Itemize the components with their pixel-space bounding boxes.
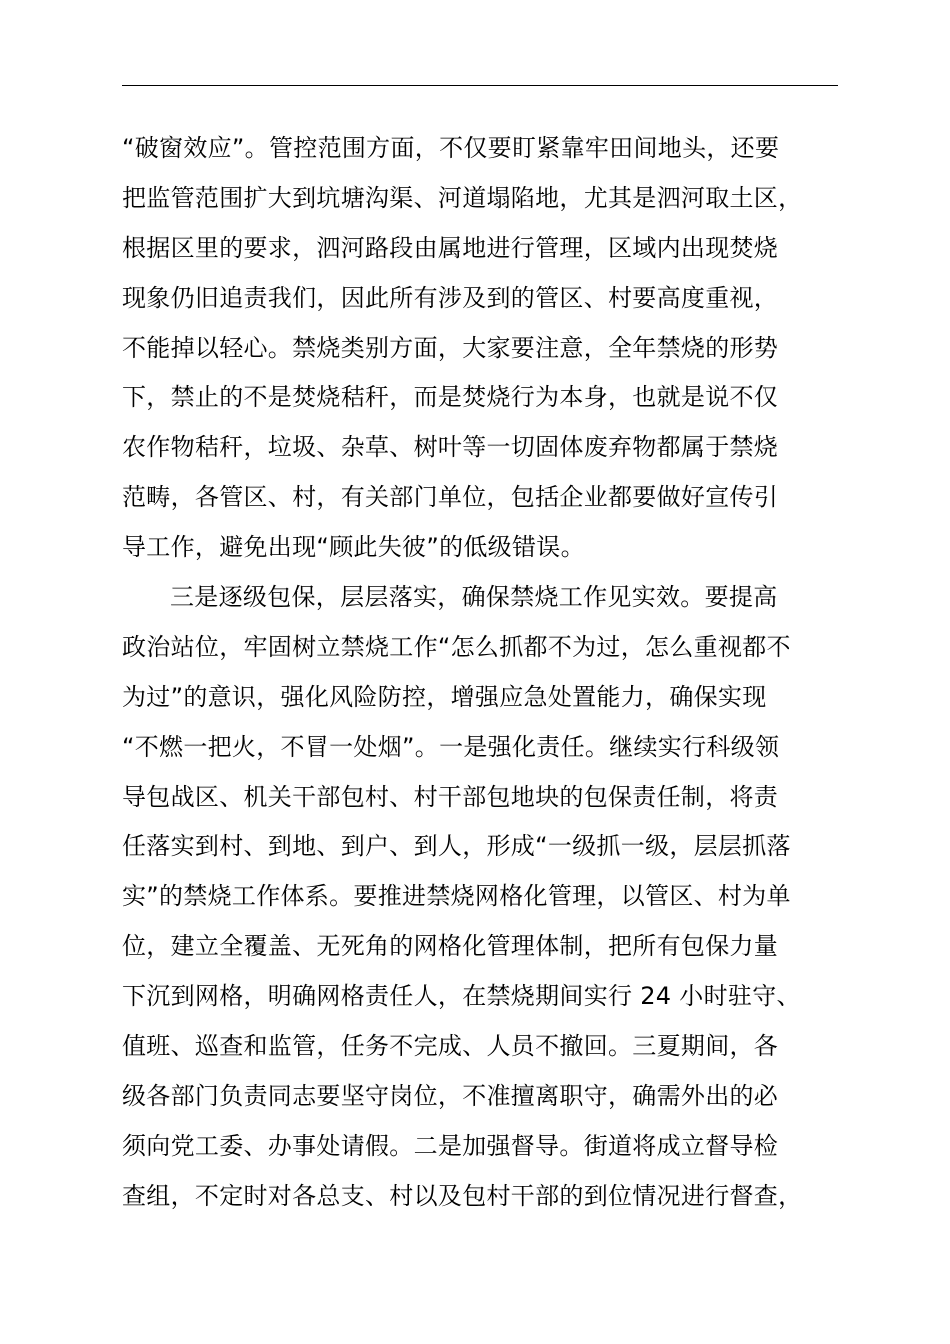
text-line: 实”的禁烧工作体系。要推进禁烧网格化管理，以管区、村为单 <box>122 882 791 911</box>
text-line: 任落实到村、到地、到户、到人，形成“一级抓一级，层层抓落 <box>122 832 791 861</box>
body-text <box>122 124 862 1222</box>
text-line: 须向党工委、办事处请假。二是加强督导。街道将成立督导检 <box>122 1131 779 1160</box>
text-line: 位，建立全覆盖、无死角的网格化管理体制，把所有包保力量 <box>122 932 779 961</box>
text-line: 政治站位，牢固树立禁烧工作“怎么抓都不为过，怎么重视都不 <box>122 632 791 661</box>
text-line: 查组，不定时对各总支、村以及包村干部的到位情况进行督查， <box>122 1181 803 1210</box>
text-line: 导工作，避免出现“顾此失彼”的低级错误。 <box>122 533 585 562</box>
header-rule <box>122 85 838 86</box>
text-line: 下沉到网格，明确网格责任人，在禁烧期间实行 24 小时驻守、 <box>122 982 801 1011</box>
text-line: 把监管范围扩大到坑塘沟渠、河道塌陷地，尤其是泗河取土区， <box>122 183 803 212</box>
text-line: 现象仍旧追责我们，因此所有涉及到的管区、村要高度重视， <box>122 283 779 312</box>
text-line: “破窗效应”。管控范围方面，不仅要盯紧靠牢田间地头，还要 <box>122 134 780 162</box>
paragraph-start-line: 三是逐级包保，层层落实，确保禁烧工作见实效。要提高 <box>170 583 778 612</box>
text-line: 值班、巡查和监管，任务不完成、人员不撤回。三夏期间，各 <box>122 1032 779 1061</box>
text-line: 不能掉以轻心。禁烧类别方面，大家要注意，全年禁烧的形势 <box>122 333 779 362</box>
text-line: 导包战区、机关干部包村、村干部包地块的包保责任制，将责 <box>122 782 779 811</box>
text-line: “不燃一把火，不冒一处烟”。一是强化责任。继续实行科级领 <box>122 732 780 761</box>
text-line: 范畴，各管区、村，有关部门单位，包括企业都要做好宣传引 <box>122 483 779 512</box>
text-line: 农作物秸秆，垃圾、杂草、树叶等一切固体废弃物都属于禁烧 <box>122 433 779 462</box>
text-line: 为过”的意识，强化风险防控，增强应急处置能力，确保实现 <box>122 682 767 711</box>
text-line: 根据区里的要求，泗河路段由属地进行管理，区域内出现焚烧 <box>122 233 779 262</box>
text-line: 级各部门负责同志要坚守岗位，不准擅离职守，确需外出的必 <box>122 1081 779 1110</box>
text-line: 下，禁止的不是焚烧秸秆，而是焚烧行为本身，也就是说不仅 <box>122 383 779 412</box>
